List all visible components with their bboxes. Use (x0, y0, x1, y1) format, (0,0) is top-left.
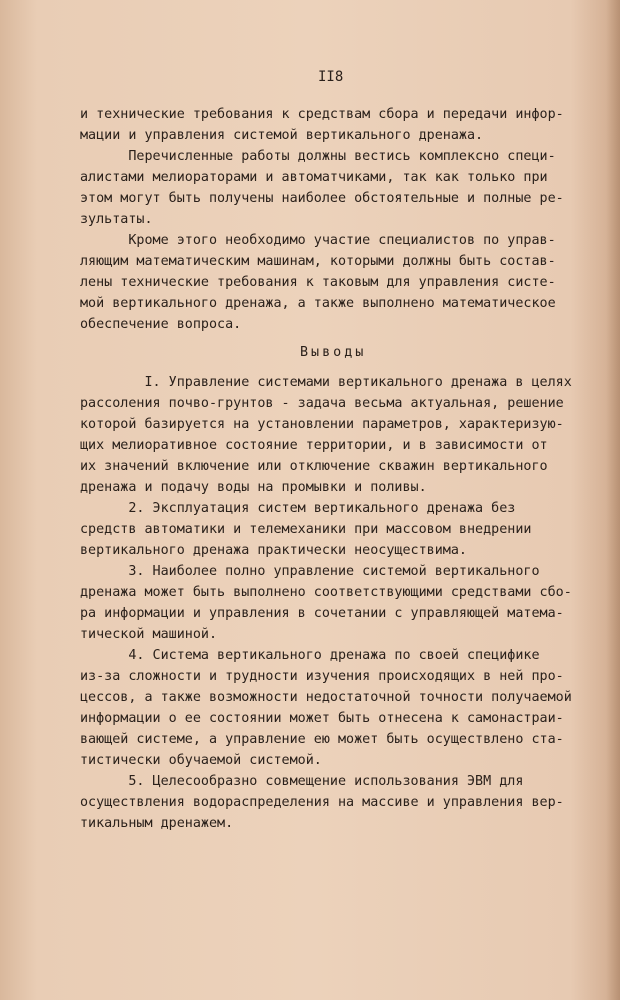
text-line: ра информации и управления в сочетании с управляющей матема- (80, 606, 564, 621)
text-line: 2. Эксплуатация систем вертикального дренажа без (80, 501, 516, 516)
section-heading: Выводы (300, 345, 367, 360)
text-line: мой вертикального дренажа, а также выполнено математическое (80, 296, 556, 311)
text-line: которой базируется на установлении параметров, характеризую- (80, 417, 564, 432)
text-line: Перечисленные работы должны вестись комплексно специ- (80, 149, 556, 164)
page-edge-shadow (606, 0, 620, 1000)
text-line: обеспечение вопроса. (80, 317, 242, 332)
text-line: ляющим математическим машинам, которыми должны быть состав- (80, 254, 556, 269)
text-line: вающей системе, а управление ею может быть осуществлено ста- (80, 732, 564, 747)
text-line: из-за сложности и трудности изучения происходящих в ней про- (80, 669, 564, 684)
text-line: рассоления почво-грунтов - задача весьма актуальная, решение (80, 396, 564, 411)
text-line: мации и управления системой вертикального дренажа. (80, 128, 484, 143)
text-line: этом могут быть получены наиболее обстоятельные и полные ре- (80, 191, 564, 206)
text-line: вертикального дренажа практически неосуществима. (80, 543, 467, 558)
text-line: лены технические требования к таковым для управления систе- (80, 275, 556, 290)
text-line: алистами мелиораторами и автоматчиками, так как только при (80, 170, 548, 185)
text-line: щих мелиоративное состояние территории, и в зависимости от (80, 438, 548, 453)
text-line: Кроме этого необходимо участие специалистов по управ- (80, 233, 556, 248)
text-line: тической машиной. (80, 627, 218, 642)
page-number: II8 (318, 69, 344, 85)
text-line: цессов, а также возможности недостаточной точности получаемой (80, 690, 572, 705)
text-line: информации о ее состоянии может быть отнесена к самонастраи- (80, 711, 564, 726)
text-line: I. Управление системами вертикального дренажа в целях (80, 375, 572, 390)
text-line: 3. Наиболее полно управление системой вертикального (80, 564, 540, 579)
text-line: и технические требования к средствам сбора и передачи инфор- (80, 107, 564, 122)
text-line: их значений включение или отключение скважин вертикального (80, 459, 548, 474)
text-line: дренажа и подачу воды на промывки и поливы. (80, 480, 427, 495)
text-line: тистически обучаемой системой. (80, 753, 322, 768)
text-line: средств автоматики и телемеханики при массовом внедрении (80, 522, 532, 537)
text-line: 4. Система вертикального дренажа по своей специфике (80, 648, 540, 663)
text-line: осуществления водораспределения на массиве и управления вер- (80, 795, 564, 810)
text-line: зультаты. (80, 212, 153, 227)
text-line: тикальным дренажем. (80, 816, 234, 831)
text-line: 5. Целесообразно совмещение использования ЭВМ для (80, 774, 524, 789)
text-line: дренажа может быть выполнено соответствующими средствами сбо- (80, 585, 572, 600)
